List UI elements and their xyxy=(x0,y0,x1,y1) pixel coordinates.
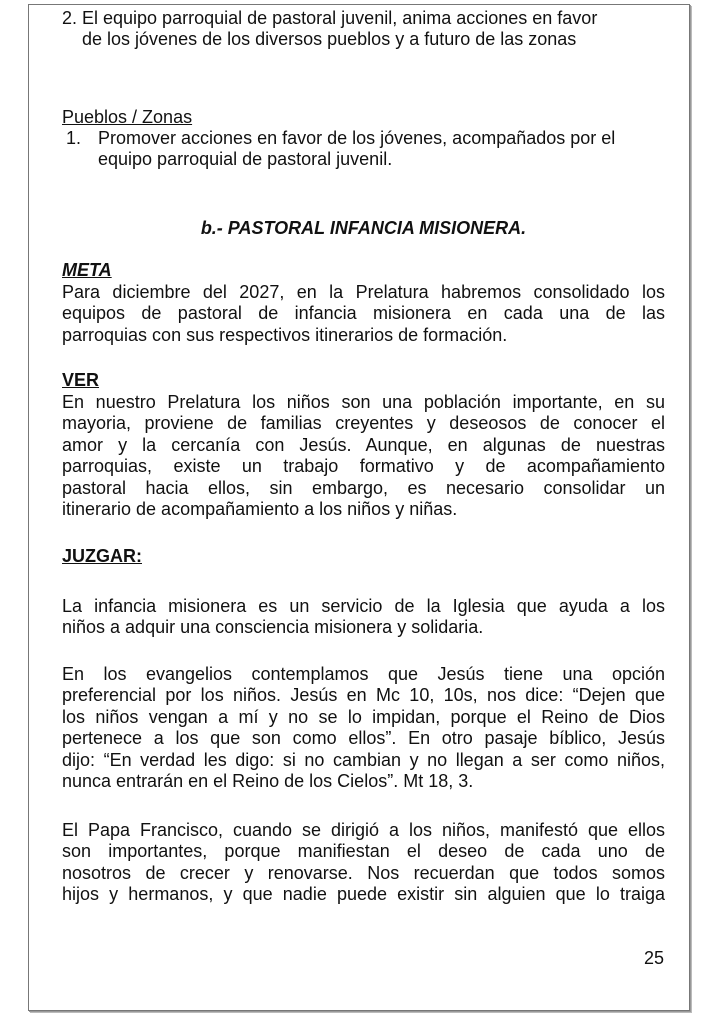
text-line: El Papa Francisco, cuando se dirigió a los niños, manifestó que ellos xyxy=(62,820,665,840)
text-line: parroquias, existe un trabajo formativo y de acompañamiento xyxy=(62,456,665,477)
ver-heading: VER xyxy=(62,370,100,390)
text-line: El equipo parroquial de pastoral juvenil, anima acciones en favor xyxy=(82,8,598,28)
text-line: La infancia misionera es un servicio de la Iglesia que ayuda a los xyxy=(62,596,665,616)
section-title: b.- PASTORAL INFANCIA MISIONERA. xyxy=(200,218,527,238)
text-line: amor y la cercanía con Jesús. Aunque, en algunas de nuestras xyxy=(62,434,665,455)
list-item-2 xyxy=(62,8,665,51)
pueblos-list-item-1 xyxy=(66,128,665,171)
juzgar-paragraph-1 xyxy=(62,596,665,639)
list-number: 1. xyxy=(66,128,82,148)
list-number: 2. xyxy=(62,8,78,28)
text-line: niños a adquir una consciencia misionera y solidaria. xyxy=(62,617,484,638)
text-line: los niños vengan a mí y no se lo impidan, porque el Reino de Dios xyxy=(62,706,665,727)
text-line: Para diciembre del 2027, en la Prelatura habremos consolidado los xyxy=(62,282,665,302)
text-line: pertenece a los que son como ellos”. En otro pasaje bíblico, Jesús xyxy=(62,728,665,749)
text-line: parroquias con sus respectivos itinerarios de formación. xyxy=(62,324,508,345)
text-line: de los jóvenes de los diversos pueblos y a futuro de las zonas xyxy=(82,29,577,50)
text-line: equipos de pastoral de infancia misionera en cada una de las xyxy=(62,303,665,324)
text-line: nunca entrarán en el Reino de los Cielos”. Mt 18, 3. xyxy=(62,771,474,792)
page-number: 25 xyxy=(643,948,664,968)
text-line: hijos y hermanos, y que nadie puede existir sin alguien que lo traiga xyxy=(62,884,665,905)
text-line: mayoria, proviene de familias creyentes y deseosos de conocer el xyxy=(62,413,665,434)
text-line: Promover acciones en favor de los jóvenes, acompañados por el xyxy=(98,128,616,148)
text-line: equipo parroquial de pastoral juvenil. xyxy=(98,149,393,170)
meta-heading: META xyxy=(62,260,112,280)
text-line: son importantes, porque manifiestan el deseo de cada uno de xyxy=(62,841,665,862)
pueblos-heading: Pueblos / Zonas xyxy=(62,107,193,127)
ver-paragraph xyxy=(62,392,665,520)
juzgar-paragraph-2 xyxy=(62,664,665,792)
text-line: nosotros de crecer y renovarse. Nos recuerdan que todos somos xyxy=(62,862,665,883)
text-line: En los evangelios contemplamos que Jesús tiene una opción xyxy=(62,664,665,684)
meta-paragraph xyxy=(62,282,665,346)
text-line: itinerario de acompañamiento a los niños y niñas. xyxy=(62,499,458,520)
text-line: preferencial por los niños. Jesús en Mc 10, 10s, nos dice: “Dejen que xyxy=(62,685,665,706)
text-line: En nuestro Prelatura los niños son una población importante, en su xyxy=(62,392,665,412)
juzgar-heading: JUZGAR: xyxy=(62,546,142,566)
text-line: pastoral hacia ellos, sin embargo, es necesario consolidar un xyxy=(62,477,665,498)
text-line: dijo: “En verdad les digo: si no cambian y no llegan a ser como niños, xyxy=(62,749,665,770)
juzgar-paragraph-3 xyxy=(62,820,665,906)
